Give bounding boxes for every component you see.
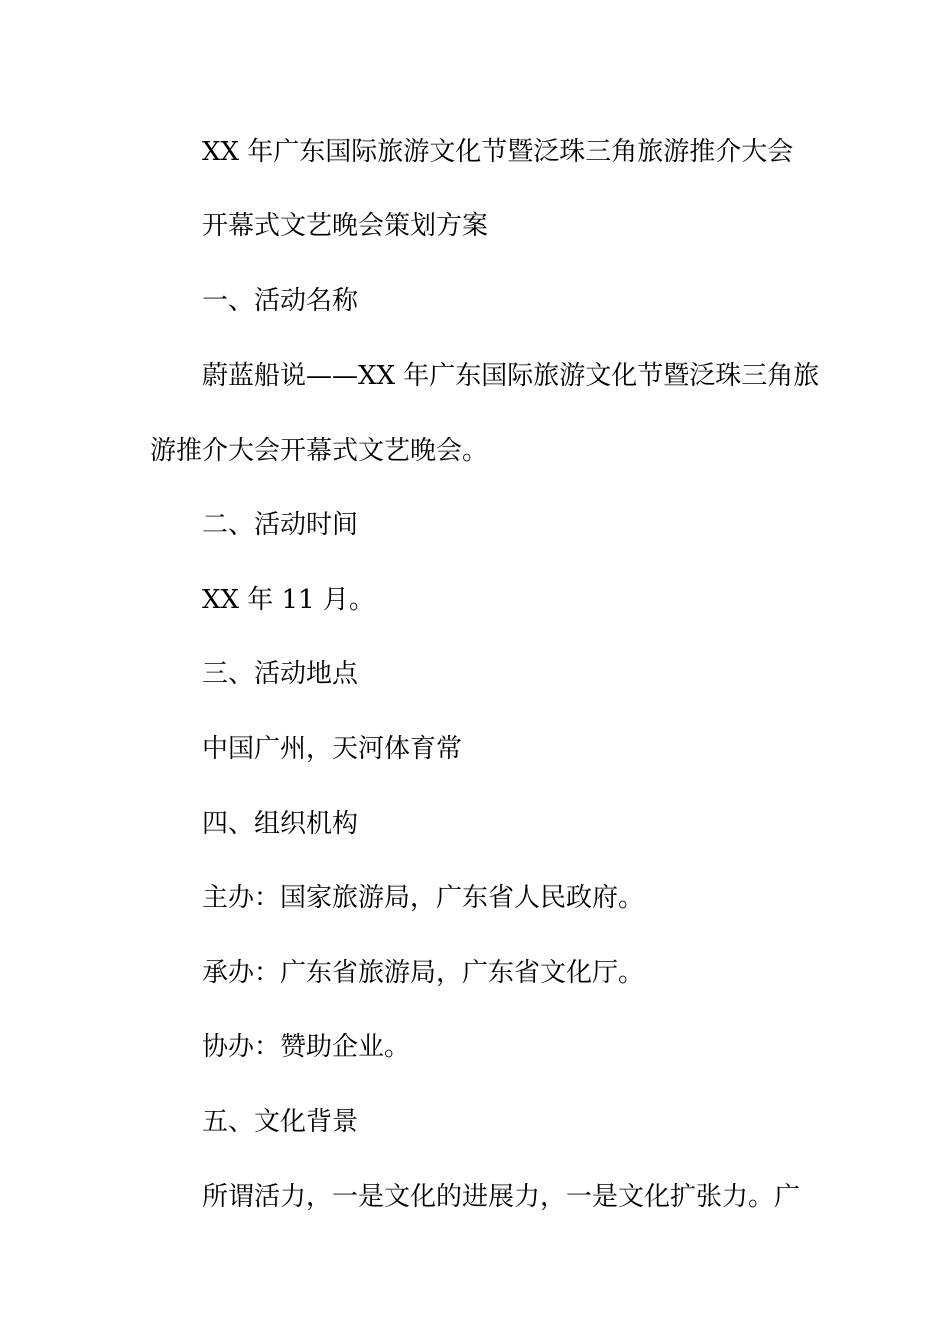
section-4-organizer: 承办：广东省旅游局，广东省文化厅。 [202,958,645,988]
section-4-cooperator: 协办：赞助企业。 [202,1032,411,1062]
section-3-heading: 三、活动地点 [202,659,359,689]
section-2-text: XX 年 11 月。 [202,585,375,615]
section-4-heading: 四、组织机构 [202,809,359,839]
section-4-host: 主办：国家旅游局，广东省人民政府。 [202,883,645,913]
section-3-text: 中国广州，天河体育常 [202,734,463,764]
section-2-heading: 二、活动时间 [202,510,359,540]
section-5-text-line-1: 所谓活力，一是文化的进展力，一是文化扩张力。广 [202,1182,801,1212]
document-title-line-1: XX 年广东国际旅游文化节暨泛珠三角旅游推介大会 [202,137,794,167]
section-1-text-line-2: 游推介大会开幕式文艺晚会。 [150,436,489,466]
section-1-heading: 一、活动名称 [202,286,359,316]
document-title-line-2: 开幕式文艺晚会策划方案 [202,211,489,241]
section-1-text-line-1: 蔚蓝船说——XX 年广东国际旅游文化节暨泛珠三角旅 [202,361,820,391]
section-5-heading: 五、文化背景 [202,1107,359,1137]
